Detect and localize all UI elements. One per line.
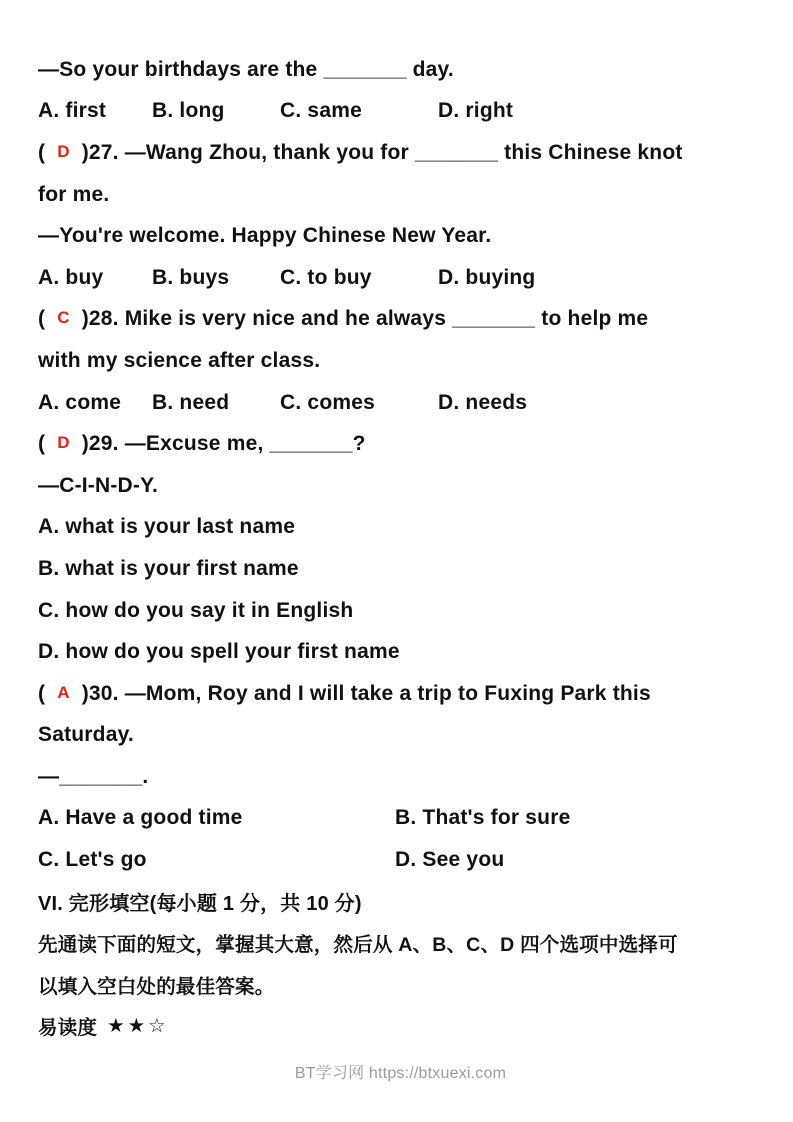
question-29-stem-text: )29. —Excuse me, _______? [81, 432, 366, 456]
question-30-stem-line [38, 673, 763, 715]
question-29-stem-line [38, 423, 763, 465]
question-29-option-c-line [38, 590, 763, 632]
question-26-reply-text: —So your birthdays are the _______ day. [38, 57, 454, 81]
question-30-stem-wrap-text: Saturday. [38, 723, 134, 747]
question-28-stem-wrap-text: with my science after class. [38, 348, 321, 372]
question-29-reply-line [38, 465, 763, 507]
section-vi-instruction-text-1: 先通读下面的短文，掌握其大意，然后从 A、B、C、D 四个选项中选择可 [38, 934, 678, 957]
option-b: B. buys [152, 265, 230, 289]
question-28-stem-line [38, 299, 763, 341]
question-29-reply-text: —C-I-N-D-Y. [38, 473, 159, 497]
option-d: D. See you [395, 848, 505, 872]
question-28-stem-wrap-line [38, 340, 763, 382]
question-27-stem-text: )27. —Wang Zhou, thank you for _______ this Chinese knot [81, 140, 683, 164]
question-27-stem-wrap-line [38, 174, 763, 216]
question-29-option-a-line [38, 507, 763, 549]
question-30-reply-line [38, 756, 763, 798]
readability-line [38, 1006, 763, 1048]
option-b: B. need [152, 390, 230, 414]
question-30-options-row-1 [38, 798, 763, 840]
option-a: A. come [38, 390, 122, 414]
question-30-options-row-2 [38, 839, 763, 881]
question-29-option-b-line [38, 548, 763, 590]
readability-label: 易读度 [38, 1017, 98, 1040]
option-d: D. buying [438, 265, 536, 289]
answer-letter-q28: C [57, 308, 70, 328]
question-27-reply-text: —You're welcome. Happy Chinese New Year. [38, 224, 492, 248]
readability-stars: ★★☆ [107, 1015, 169, 1038]
answer-letter-q27: D [57, 141, 70, 161]
option-d: D. how do you spell your first name [38, 640, 400, 664]
answer-paren-open: ( [38, 681, 46, 705]
answer-paren-open: ( [38, 432, 46, 456]
option-d: D. right [438, 99, 514, 123]
section-vi-instruction-line-2 [38, 964, 763, 1006]
answer-letter-q29: D [57, 433, 70, 453]
section-vi-instruction-line-1 [38, 922, 763, 964]
answer-letter-q30: A [57, 682, 70, 702]
question-26-reply-line [38, 49, 763, 91]
section-vi-instruction-text-2: 以填入空白处的最佳答案。 [38, 975, 275, 998]
question-28-stem-text: )28. Mike is very nice and he always _______ to help me [81, 307, 649, 331]
option-c: C. same [280, 99, 362, 123]
option-d: D. needs [438, 390, 528, 414]
option-c: C. Let's go [38, 848, 147, 872]
option-a: A. what is your last name [38, 515, 296, 539]
question-29-option-d-line [38, 631, 763, 673]
option-a: A. first [38, 99, 107, 123]
answer-paren-open: ( [38, 140, 46, 164]
answer-paren-open: ( [38, 307, 46, 331]
option-c: C. how do you say it in English [38, 598, 354, 622]
section-vi-heading-line [38, 881, 763, 923]
question-27-stem-line [38, 132, 763, 174]
watermark-text: BT学习网 https://btxuexi.com [294, 1065, 507, 1083]
question-30-stem-text: )30. —Mom, Roy and I will take a trip to Fuxing Park this [81, 681, 651, 705]
section-vi-heading-text: VI. 完形填空(每小题 1 分，共 10 分) [38, 893, 362, 916]
question-27-stem-wrap-text: for me. [38, 182, 110, 206]
option-b: B. That's for sure [395, 806, 571, 830]
option-c: C. to buy [280, 265, 372, 289]
question-30-reply-text: —_______. [38, 764, 149, 788]
option-c: C. comes [280, 390, 375, 414]
question-26-options-row [38, 91, 763, 133]
option-a: A. Have a good time [38, 806, 243, 830]
question-30-stem-wrap-line [38, 715, 763, 757]
option-b: B. what is your first name [38, 556, 299, 580]
option-a: A. buy [38, 265, 104, 289]
watermark [38, 1060, 763, 1083]
option-b: B. long [152, 99, 225, 123]
question-27-reply-line [38, 215, 763, 257]
question-27-options-row [38, 257, 763, 299]
question-28-options-row [38, 382, 763, 424]
